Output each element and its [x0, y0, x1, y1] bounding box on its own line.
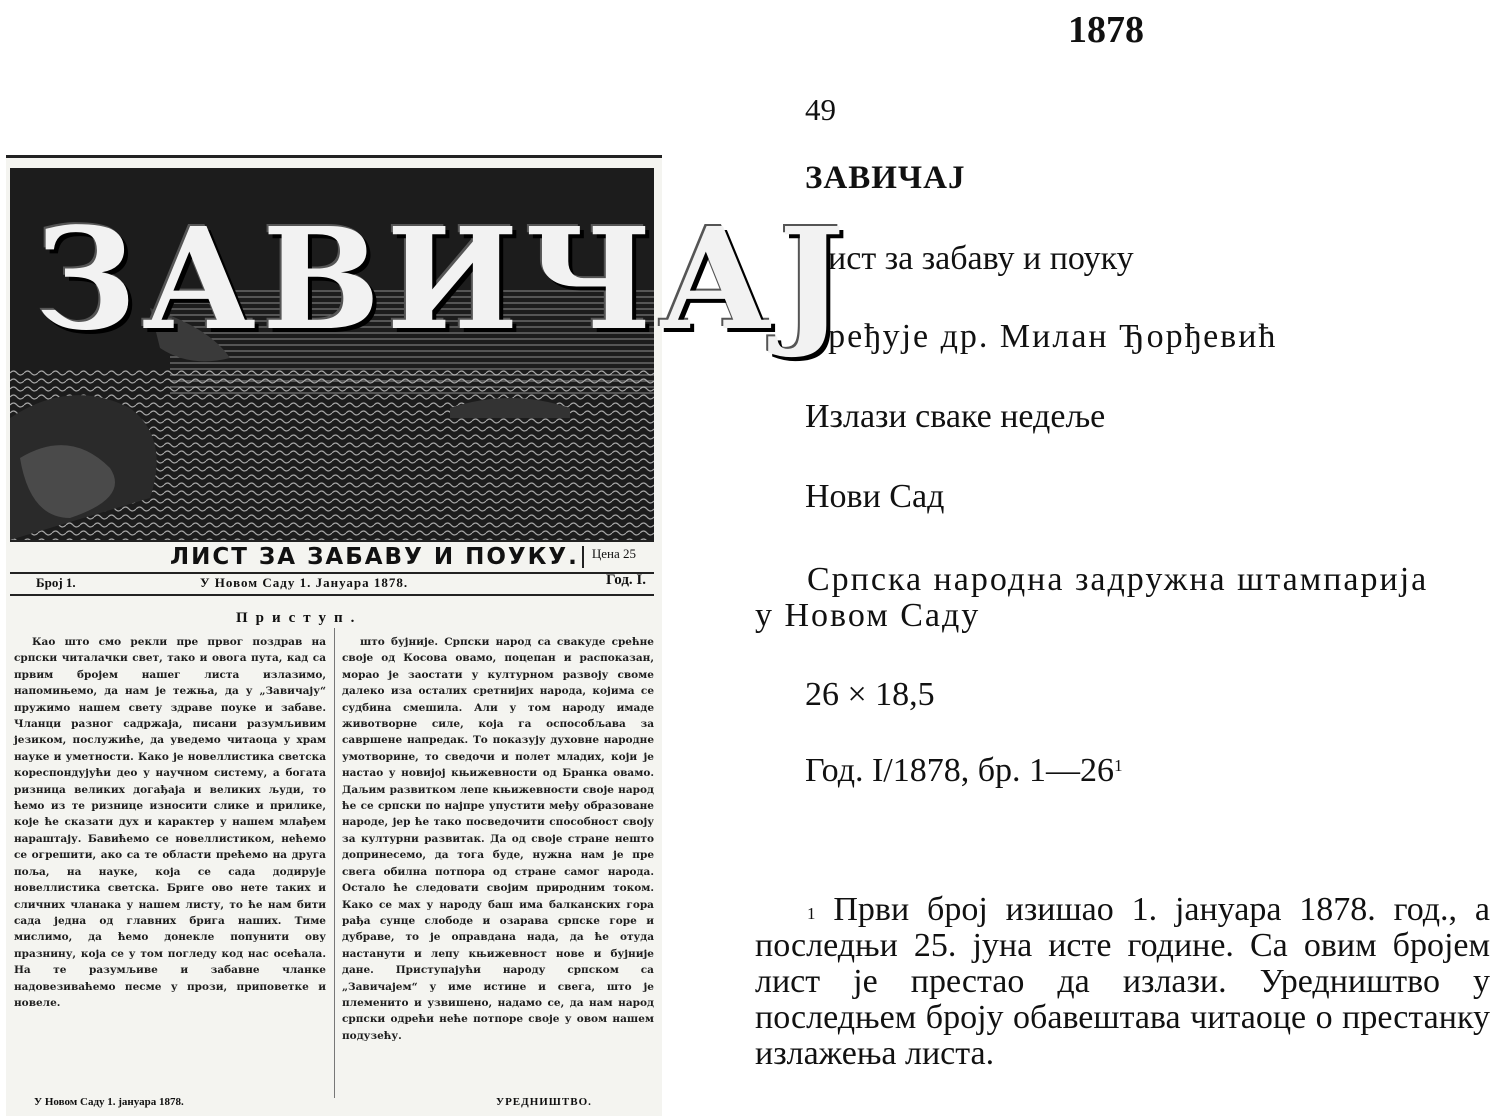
entry-volume: Год. I/1878, бр. 1—26 — [805, 752, 1115, 789]
footnote — [755, 892, 1490, 1072]
entry-printer: Српска народна задружна штампарија у Новом Саду — [755, 561, 1429, 634]
facsimile-issue: Број 1. — [36, 575, 76, 590]
entry-size: 26 × 18,5 — [805, 676, 935, 713]
masthead-title: ЗАВИЧАЈ — [35, 198, 851, 362]
entry-place: Нови Сад — [805, 478, 945, 515]
masthead-illustration — [10, 168, 851, 540]
column-right-text: што бујније. Српски народ са свакуде срећне своје од Косова овамо, поцепан и распоказан, морао је заостати у културном развоју своме далеко иза осталих сретнијих народа, којима се судбина смешила. Али у том народу имаде животворне силе, која га оспособљава за савршене напредак. То показују духовне народне умотворине, то сведочи и полет младих, који је настао у новијој књижевности од Бранка овамо. Даљим развитком лепе књижевности своје народ ће се српски по најпре упустити међу образоване народе, јер ће тако посведочити способност своју за културни развитак. Да од своје стране нешто допринесемо, да тога буде, нужна нам је пре свега обилна потпора од стране самог народа. Остало ће следовати својим природним током. Како се мах у народу баш има балканских гора рађа сунце слободе и озарава српске горе и дубраве, то је оправдана нада, да ће отуда настанути и лепу књижевност нове и бујније дане. Приступајући народу српском са „Завичајем“ у име истине и свега, што је племенито и узвишено, надамо се, да нам народ српски одрећи неће потпоре своје у овом нашем подузећу. — [342, 636, 654, 1042]
entry-frequency: Излази сваке недеље — [805, 398, 1106, 435]
newspaper-facsimile — [6, 155, 851, 1116]
facsimile-heading: Приступ. — [236, 610, 363, 626]
entry-subtitle: Лист за забаву и поуку — [805, 240, 1134, 277]
entry-title: ЗАВИЧАЈ — [805, 160, 966, 196]
entry-volume-line — [805, 752, 1123, 790]
facsimile-dateline — [10, 572, 654, 596]
facsimile-subtitle-bar — [10, 540, 654, 574]
footnote-text: Први број изишао 1. јануара 1878. год., а последњи 25. јуна исте године. Са овим бројем лист је престао да излази. Уредништво у последњем броју обавештава читаоце о престанку излажења листа. — [755, 891, 1490, 1072]
facsimile-date: У Новом Саду 1. Јануара 1878. — [200, 575, 409, 590]
column-rule — [334, 628, 335, 1098]
facsimile-subtitle: ЛИСТ ЗА ЗАБАВУ И ПОУКУ. — [170, 544, 579, 570]
footnote-ref: 1 — [1114, 756, 1123, 775]
facsimile-signature: УРЕДНИШТВО. — [496, 1096, 592, 1108]
facsimile-price: Цена 25 — [582, 546, 636, 568]
entry-number: 49 — [805, 92, 836, 127]
entry-editor: Уређује др. Милан Ђорђевић — [805, 318, 1278, 355]
facsimile-year: Год. I. — [606, 572, 646, 588]
facsimile-signature-date: У Новом Саду 1. јануара 1878. — [34, 1096, 184, 1108]
footnote-mark: 1 — [807, 904, 816, 923]
facsimile-column-right — [342, 634, 654, 1044]
year-heading: 1878 — [1068, 9, 1144, 51]
facsimile-column-left — [14, 634, 326, 1011]
column-left-text: Као што смо рекли пре првог поздрав на српски читалачки свет, тако и овога пута, кад са првим бројем нашег листа излазимо, напомињемо, да нам је тежња, да у „Завичају“ пружимо нашем свету здраве поуке и забаве. Чланци разног садржаја, писани разумљивим језиком, послужиће, да уведемо читаоца у храм науке и уметности. Како је новеллистика светска кореспондујући део у научном систему, а богата ризница великих догађаја и великих људи, то ћемо из те ризнице износити слике и прилике, које ће сказати дух и карактер у нашем млађем нараштају. Бавићемо се новеллистиком, нећемо се огрешити, ако са те области прећемо на друга поља, на науке, која се сада додирује новеллистика светска. Бриге ово нете таких и сличних чланака у нашем листу, то ће нам бити сада једна од главних брига наших. Тиме мислимо, да ћемо донекле попунити ову празнину, која се у том погледу код нас осећала. На те разумљиве и забавне чланке надовезиваћемо песме у прози, приповетке и новеле. — [14, 636, 326, 1009]
